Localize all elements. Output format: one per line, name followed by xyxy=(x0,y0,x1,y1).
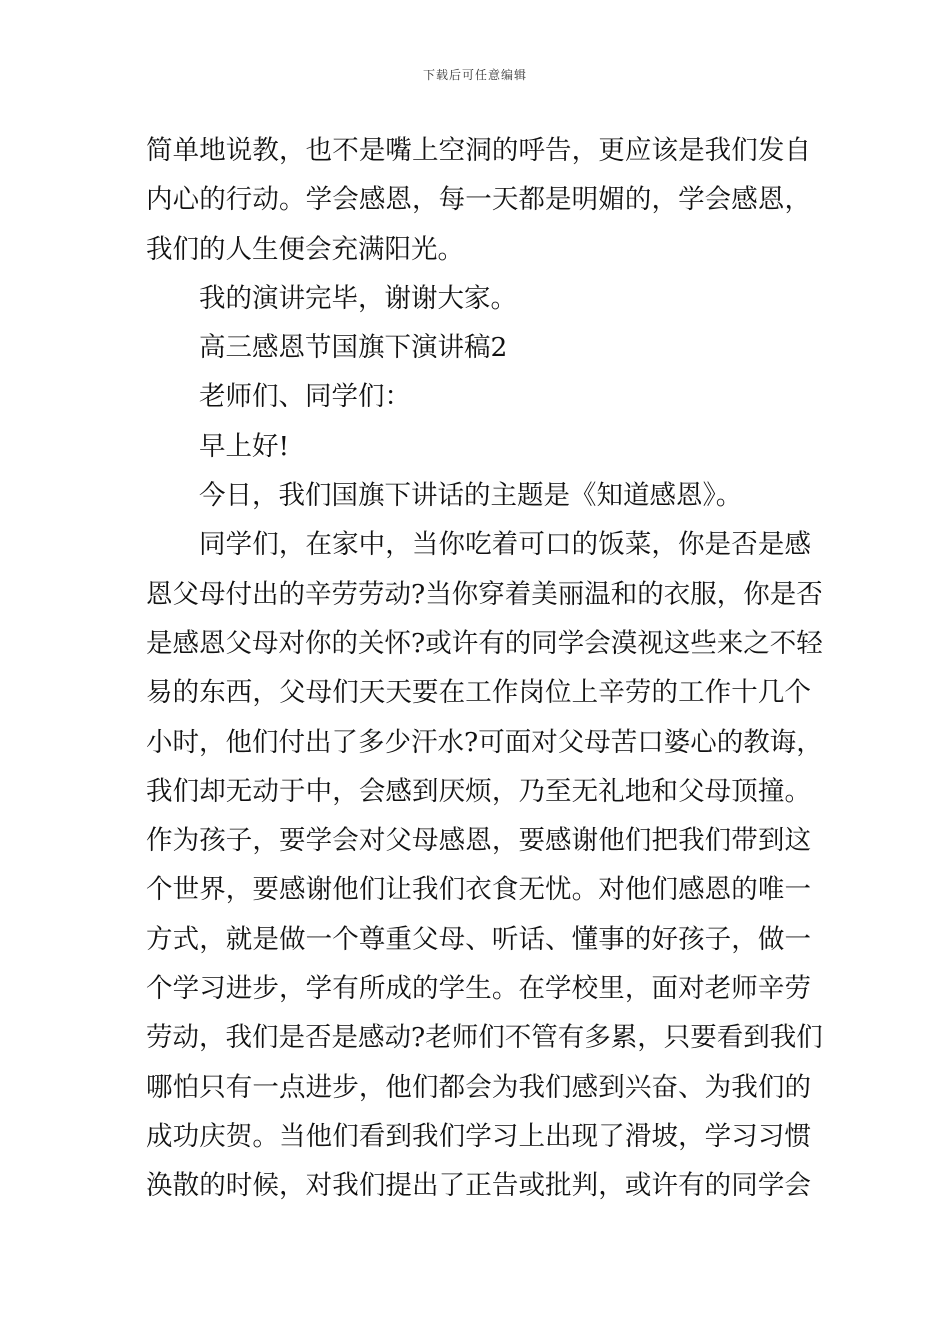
text-line: 是感恩父母对你的关怀?或许有的同学会漠视这些来之不轻 xyxy=(146,627,823,659)
text-line: 哪怕只有一点进步，他们都会为我们感到兴奋、为我们的 xyxy=(146,1071,811,1103)
document-body xyxy=(146,126,823,1211)
text-line: 方式，就是做一个尊重父母、听话、懂事的好孩子，做一 xyxy=(146,923,811,955)
text-line: 我的演讲完毕，谢谢大家。 xyxy=(199,282,517,314)
text-line: 劳动，我们是否是感动?老师们不管有多累，只要看到我们 xyxy=(146,1022,823,1054)
text-line: 小时，他们付出了多少汗水?可面对父母苦口婆心的教诲， xyxy=(146,726,823,758)
text-line: 我们的人生便会充满阳光。 xyxy=(146,233,464,265)
text-line: 同学们，在家中，当你吃着可口的饭菜，你是否是感 xyxy=(199,529,811,561)
text-line: 个世界，要感谢他们让我们衣食无忧。对他们感恩的唯一 xyxy=(146,874,811,906)
text-line: 成功庆贺。当他们看到我们学习上出现了滑坡，学习习惯 xyxy=(146,1120,811,1152)
text-line: 今日，我们国旗下讲话的主题是《知道感恩》。 xyxy=(199,480,743,512)
page-header-note: 下载后可任意编辑 xyxy=(422,68,527,82)
text-line: 易的东西，父母们天天要在工作岗位上辛劳的工作十几个 xyxy=(146,677,811,709)
text-line: 涣散的时候，对我们提出了正告或批判，或许有的同学会 xyxy=(146,1170,811,1202)
section-title: 高三感恩节国旗下演讲稿2 xyxy=(199,332,508,364)
text-line: 简单地说教，也不是嘴上空洞的呼告，更应该是我们发自 xyxy=(146,135,811,166)
text-line: 内心的行动。学会感恩，每一天都是明媚的，学会感恩， xyxy=(146,184,811,216)
text-line: 老师们、同学们： xyxy=(199,381,411,413)
text-line: 恩父母付出的辛劳劳动?当你穿着美丽温和的衣服，你是否 xyxy=(146,578,823,610)
text-line: 早上好! xyxy=(199,430,290,462)
text-line: 我们却无动于中，会感到厌烦，乃至无礼地和父母顶撞。 xyxy=(146,775,811,807)
text-line: 个学习进步，学有所成的学生。在学校里，面对老师辛劳 xyxy=(146,973,811,1005)
text-line: 作为孩子，要学会对父母感恩，要感谢他们把我们带到这 xyxy=(146,825,811,857)
